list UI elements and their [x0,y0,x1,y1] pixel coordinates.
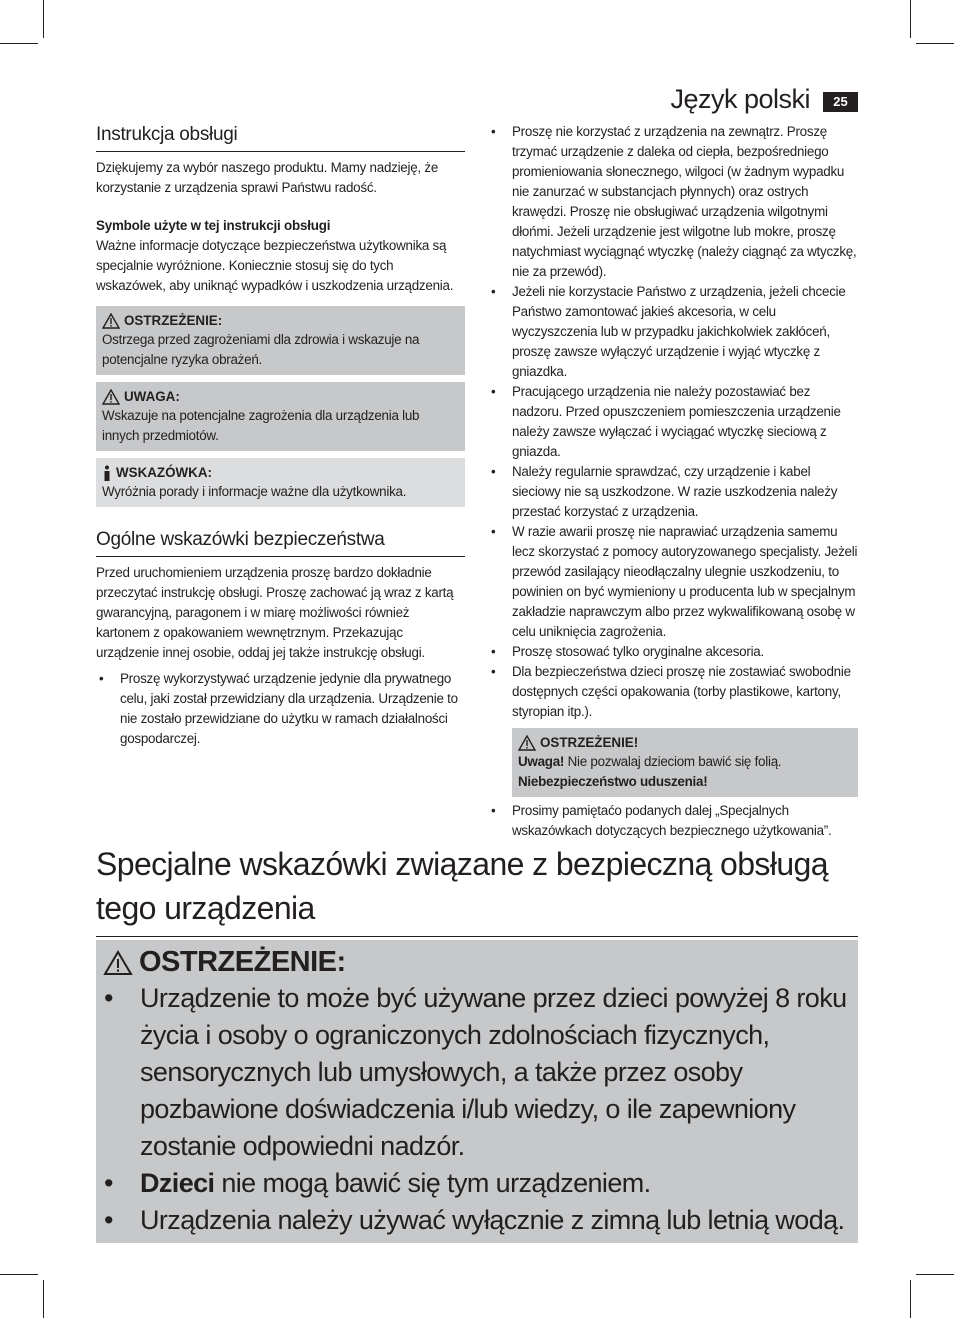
warning-triangle-icon [102,389,120,405]
note-label: OSTRZEŻENIE! [540,735,639,750]
intro-thanks: Dziękujemy za wybór naszego produktu. Mamy nadzieję, że korzystanie z urządzenia sprawi Państwu radość. [96,160,439,195]
bullet-marker: • [491,384,496,399]
bullet-marker: • [104,983,113,1013]
symbols-title: Symbole użyte w tej instrukcji obsługi [96,218,331,233]
special-bullet-list [96,980,858,1239]
bullet-list [96,669,465,749]
info-icon [102,465,112,481]
note-label: OSTRZEŻENIE: [124,313,223,328]
note-caution [96,382,465,451]
crop-mark [910,1280,911,1318]
crop-mark [0,1274,38,1275]
bullet-marker: • [491,644,496,659]
crop-mark [0,43,38,44]
bullet-marker: • [104,1205,113,1235]
note-text: Ostrzega przed zagrożeniami dla zdrowia i wskazuje na potencjalne ryzyka obrażeń. [102,332,420,367]
list-item: • Proszę nie korzystać z urządzenia na zewnątrz. Proszę trzymać urządzenie z daleka od ciepła, bezpośredniego promieniowania słonecznego, wilgoci (w żadnym wypadku nie zanurzać w substancjach płynnych) oraz ostrych krawędzi. Proszę nie obsługiwać urządzenia wilgotnymi dłońmi. Jeżeli urządzenie jest wilgotne lub mokre, proszę natychmiast wyciągnąć wtyczkę (należy ciągnąć za wtyczkę, nie za przewód). [491,124,857,279]
list-item: • Jeżeli nie korzystacie Państwo z urządzenia, jeżeli chcecie Państwo zamontować jakieś akcesoria, w celu wyczyszczenia lub w przypadku jakichkolwiek zakłóceń, proszę zawsze wyłączyć urządzenie i wyjąć wtyczkę z gniazdka. [491,284,846,379]
right-column [488,122,858,841]
bullet-marker: • [491,664,496,679]
note-suffocation-warning [512,728,858,797]
bullet-marker: • [491,803,496,818]
bullet-marker: • [104,1168,113,1198]
warning-triangle-icon [102,313,120,329]
special-warning-box [96,940,858,1243]
list-item: • Prosimy pamiętaćo podanych dalej „Specjalnych wskazówkach dotyczących bezpiecznego użytkowania”. [491,803,832,838]
note-text: Uwaga! Nie pozwalaj dzieciom bawić się folią. Niebezpieczeństwo uduszenia! [518,754,782,789]
symbols-text: Ważne informacje dotyczące bezpieczeństwa użytkownika są specjalnie wyróżnione. Koniecznie stosuj się do tych wskazówek, aby uniknąć wypadków i uszkodzenia urządzenia. [96,238,454,293]
note-text: Wyróżnia porady i informacje ważne dla użytkownika. [102,484,407,499]
list-item: • Proszę stosować tylko oryginalne akcesoria. [488,642,858,662]
bullet-list [488,801,858,841]
special-section-title: Specjalne wskazówki związane z bezpieczną obsługą tego urządzenia [96,842,858,937]
bullet-marker: • [99,671,104,686]
bullet-marker: • [491,124,496,139]
warning-triangle-icon [103,950,133,976]
section-title-general-safety: Ogólne wskazówki bezpieczeństwa [96,529,465,557]
bullet-marker: • [491,284,496,299]
list-item: • Dla bezpieczeństwa dzieci proszę nie zostawiać swobodnie dostępnych części opakowania (torby plastikowe, kartony, styropian itp.). [491,664,851,719]
bullet-marker: • [491,464,496,479]
list-item: • W razie awarii proszę nie naprawiać urządzenia samemu lecz skorzystać z pomocy autoryzowanego specjalisty. Jeżeli przewód zasilający nieodłączalny ulegnie uszkodzeniu, to powinien on być wymieniony u producenta lub w specjalnym zakładzie naprawczym albo przez wykwalifikowaną osobę w celu uniknięcia zagrożenia. [491,524,858,639]
page-number: 25 [823,92,858,112]
list-item: • Dzieci nie mogą bawić się tym urządzeniem. [96,1165,858,1202]
note-label: UWAGA: [124,389,180,404]
section-title-instructions: Instrukcja obsługi [96,124,465,152]
list-item: • Należy regularnie sprawdzać, czy urządzenie i kabel sieciowy nie są uszkodzone. W razie uszkodzenia należy przestać korzystać z urządzenia. [491,464,838,519]
note-warning [96,306,465,375]
crop-mark [43,1280,44,1318]
list-item: • Urządzenia należy używać wyłącznie z zimną lub letnią wodą. [96,1202,858,1239]
page-language-title: Język polski [670,84,810,114]
general-safety-text: Przed uruchomieniem urządzenia proszę bardzo dokładnie przeczytać instrukcję obsługi. Proszę zachować ją wraz z kartą gwarancyjną, paragonem i w miarę możliwości również kartonem z opakowaniem wewnętrznym. Przekazując urządzenie innej osobie, oddaj jej także instrukcję obsługi. [96,565,454,660]
special-warning-label: OSTRZEŻENIE: [139,946,346,978]
warning-triangle-icon [518,735,536,751]
note-label: WSKAZÓWKA: [116,465,212,480]
bullet-marker: • [491,524,496,539]
note-tip [96,458,465,507]
list-item: • Pracującego urządzenia nie należy pozostawiać bez nadzoru. Przed opuszczeniem pomieszczenia urządzenie należy zawsze wyłączać i wyciągać wtyczkę sieciową z gniazda. [491,384,841,459]
bullet-list [488,122,858,722]
note-text: Wskazuje na potencjalne zagrożenia dla urządzenia lub innych przedmiotów. [102,408,420,443]
crop-mark [43,0,44,38]
left-column [96,124,465,749]
crop-mark [916,1274,954,1275]
list-item: • Urządzenie to może być używane przez dzieci powyżej 8 roku życia i osoby o ograniczonych zdolnościach fizycznych, sensorycznych lub umysłowych, a także przez osoby pozbawione doświadczenia i/lub wiedzy, o ile zapewniony zostanie odpowiedni nadzór. [96,980,858,1165]
crop-mark [910,0,911,38]
list-item: • Proszę wykorzystywać urządzenie jedynie dla prywatnego celu, jaki został przewidziany dla urządzenia. Urządzenie to nie zostało przewidziane do użytku w ramach działalności gospodarczej. [99,671,458,746]
crop-mark [916,43,954,44]
